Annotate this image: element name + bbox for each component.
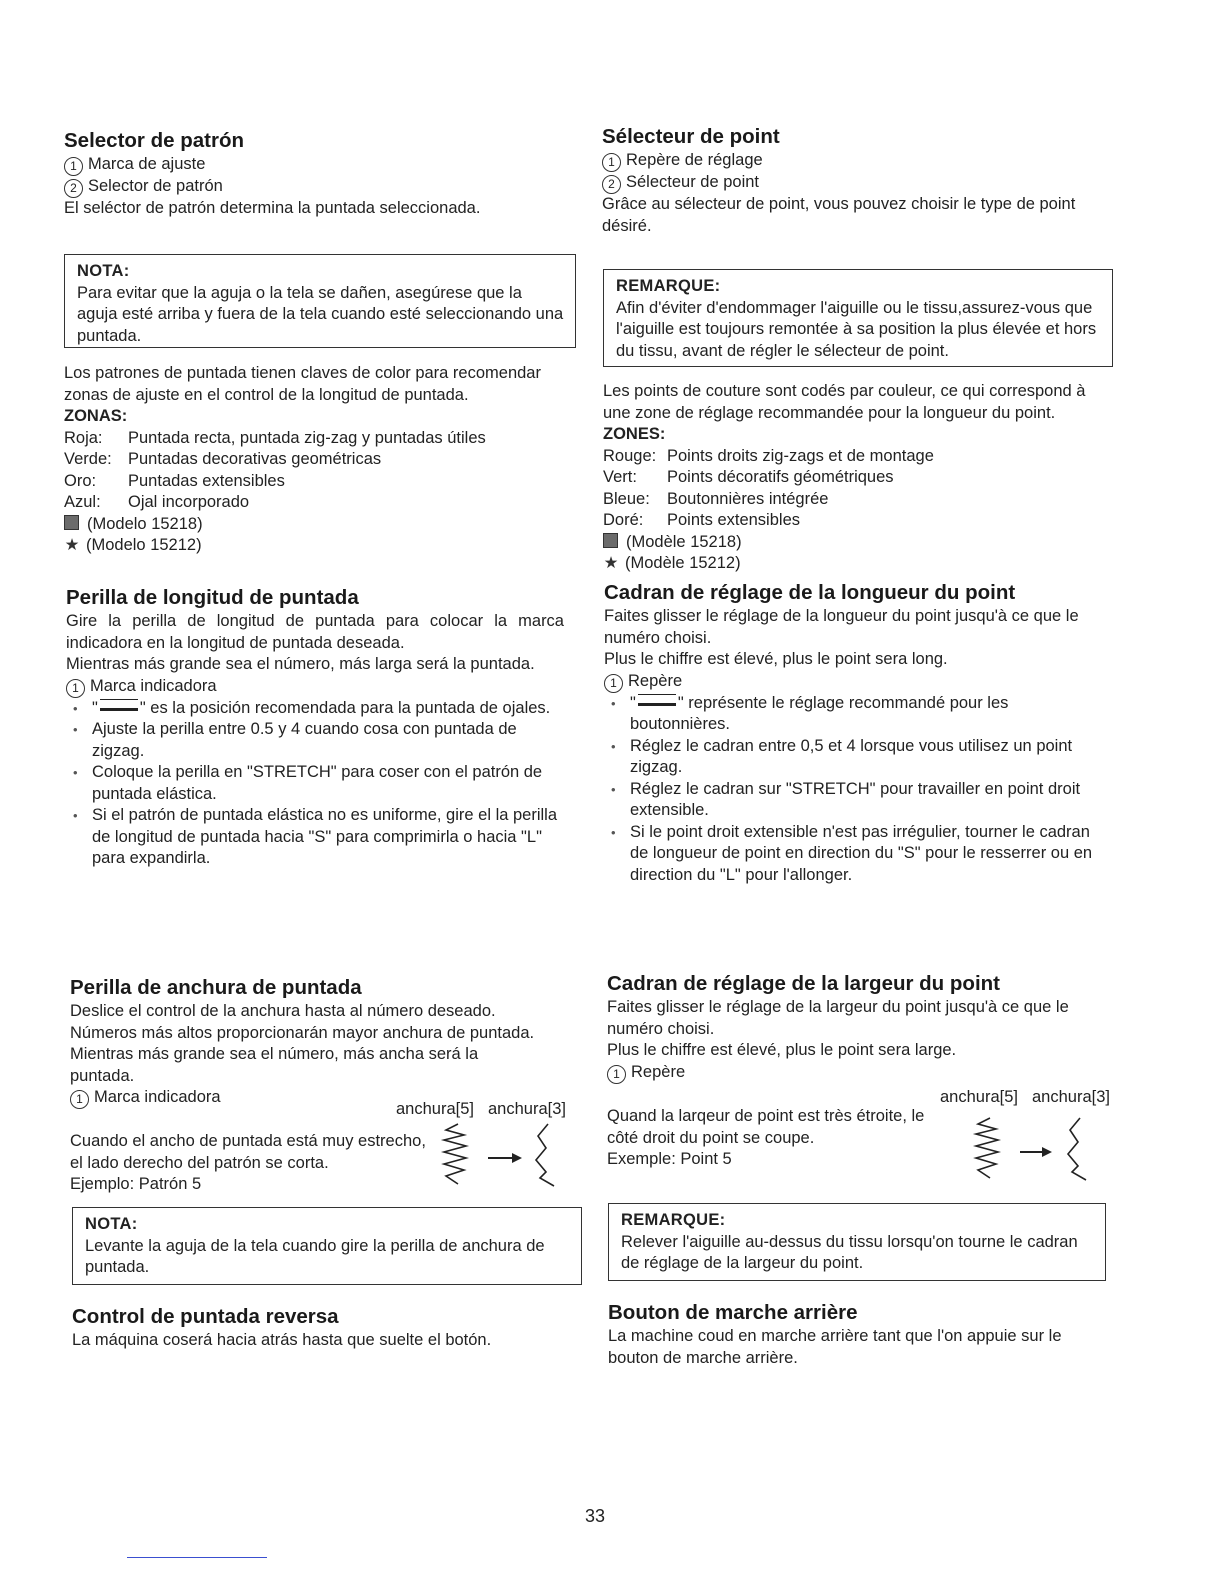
zone-value: Ojal incorporado [128, 493, 250, 511]
paragraph: El seléctor de patrón determina la puntada seleccionada. [64, 199, 481, 217]
fr-width-example [607, 1106, 952, 1171]
bullet-item: • Si el patrón de puntada elástica no es uniforme, gire el la perilla de longitud de puntada hacia "S" para comprimirla o hacia "L" para expandirla. [92, 805, 564, 870]
model-label: (Modelo 15218) [87, 514, 203, 533]
paragraph: La machine coud en marche arrière tant que l'on appuie sur le bouton de marche arrière. [608, 1327, 1062, 1367]
bullet-text: " représente le réglage recommandé pour les boutonnières. [630, 693, 1009, 733]
wide-zigzag-stitch [444, 1124, 466, 1184]
zone-key: Doré: [603, 511, 644, 529]
bullet-text: " es la posición recomendada para la puntada de ojales. [139, 698, 551, 717]
list-item: Marca indicadora [94, 1088, 221, 1106]
paragraph: Les points de couture sont codés par couleur, ce qui correspond à une zone de réglage recommandée pour la longueur du point. [603, 382, 1086, 422]
paragraph: Deslice el control de la anchura hasta al número deseado. [70, 1002, 496, 1020]
note-title: REMARQUE: [621, 1211, 726, 1229]
es-zones-section [64, 363, 579, 557]
number-1-icon: 1 [607, 1065, 626, 1084]
section-title: Perilla de anchura de puntada [70, 976, 362, 999]
zone-value: Boutonnières intégrée [667, 489, 829, 508]
paragraph: Números más altos proporcionarán mayor anchura de puntada. [70, 1023, 535, 1042]
section-title: Selector de patrón [64, 129, 244, 152]
paragraph: Gire la perilla de longitud de puntada para colocar la marca indicadora en la longitud de puntada deseada. [66, 612, 564, 652]
star-icon: ★ [603, 554, 619, 572]
paragraph: Ejemplo: Patrón 5 [70, 1175, 202, 1193]
zone-row [603, 467, 1108, 489]
square-icon [64, 515, 79, 530]
zone-value: Puntada recta, puntada zig-zag y puntadas útiles [128, 428, 486, 447]
zone-value: Puntadas extensibles [128, 471, 285, 490]
wide-zigzag-stitch [976, 1118, 998, 1178]
zone-key: Bleue: [603, 489, 650, 508]
es-width-example [70, 1131, 432, 1196]
number-1-icon: 1 [70, 1090, 89, 1109]
zone-value: Points décoratifs géométriques [667, 468, 894, 486]
es-note-box [64, 254, 576, 348]
footer-rule [127, 1557, 267, 1558]
number-1-icon: 1 [604, 674, 623, 693]
stitch-width-diagram [438, 1120, 558, 1192]
note-title: NOTA: [85, 1215, 138, 1233]
note-title: NOTA: [77, 262, 130, 280]
square-icon [603, 533, 618, 548]
narrow-zigzag-stitch [536, 1124, 554, 1186]
narrow-zigzag-stitch [1068, 1118, 1086, 1180]
zone-row [603, 489, 1108, 511]
zone-key: Verde: [64, 450, 112, 468]
list-item: Sélecteur de point [626, 173, 760, 191]
fr-zones-section [603, 381, 1108, 575]
section-title: Cadran de réglage de la longueur du point [604, 581, 1016, 604]
bullet-item: • Ajuste la perilla entre 0.5 y 4 cuando cosa con puntada de zigzag. [92, 719, 564, 762]
section-title: Bouton de marche arrière [608, 1301, 858, 1324]
paragraph: La máquina coserá hacia atrás hasta que suelte el botón. [72, 1331, 492, 1349]
paragraph: Mientras más grande sea el número, más ancha será la puntada. [70, 1045, 479, 1085]
arrow-head [1042, 1147, 1052, 1157]
zone-key: Azul: [64, 493, 101, 511]
bullet-list [66, 698, 564, 870]
list-item: Marca de ajuste [88, 155, 206, 173]
list-item: Repère [631, 1062, 686, 1081]
zone-row [64, 471, 579, 493]
buttonhole-icon [100, 699, 138, 711]
section-title: Perilla de longitud de puntada [66, 586, 359, 609]
paragraph: Plus le chiffre est élevé, plus le point sera long. [604, 650, 948, 668]
note-text: Relever l'aiguille au-dessus du tissu lorsqu'on tourne le cadran de réglage de la largeur du point. [621, 1232, 1078, 1272]
note-text: Para evitar que la aguja o la tela se dañen, asegúrese que la aguja esté arriba y fuera de la tela cuando esté seleccionando una puntada. [77, 283, 564, 345]
paragraph: Grâce au sélecteur de point, vous pouvez choisir le type de point désiré. [602, 195, 1076, 235]
number-2-icon: 2 [64, 179, 83, 198]
number-1-icon: 1 [64, 157, 83, 176]
model-label: (Modèle 15212) [625, 554, 741, 572]
paragraph: Quand la larqeur de point est très étroite, le côté droit du point se coupe. [607, 1107, 925, 1147]
paragraph: Cuando el ancho de puntada está muy estrecho, el lado derecho del patrón se corta. [70, 1132, 426, 1172]
es-note-box [72, 1207, 582, 1285]
zones-title: ZONES: [603, 425, 666, 443]
zone-row [64, 449, 579, 471]
fr-width-section [607, 971, 1112, 1084]
bullet-item: • Coloque la perilla en "STRETCH" para coser con el patrón de puntada elástica. [92, 762, 564, 805]
number-1-icon: 1 [602, 153, 621, 172]
list-item: Repère de réglage [626, 151, 763, 169]
buttonhole-icon [638, 694, 676, 706]
zone-key: Roja: [64, 428, 103, 447]
paragraph: Faites glisser le réglage de la longueur du point jusqu'à ce que le numéro choisi. [604, 607, 1079, 647]
note-text: Afin d'éviter d'endommager l'aiguille ou le tissu,assurez-vous que l'aiguille est toujours remontée à sa position la plus élevée et hors du tissu, avant de régler le sélecteur de point. [616, 298, 1097, 360]
bullet-item: • " " représente le réglage recommandé pour les boutonnières. [630, 693, 1109, 736]
list-item: Repère [628, 671, 683, 690]
number-1-icon: 1 [66, 679, 85, 698]
zone-key: Vert: [603, 468, 637, 486]
zone-value: Puntadas decorativas geométricas [128, 450, 382, 468]
width-label: anchura[5] [940, 1088, 1018, 1106]
zones-title: ZONAS: [64, 407, 128, 425]
arrow-head [512, 1153, 522, 1163]
fr-length-section [604, 580, 1109, 886]
fr-note-box [603, 269, 1113, 367]
es-reverse-section [72, 1304, 582, 1352]
fr-selector-section [602, 124, 1112, 237]
model-label: (Modèle 15218) [626, 532, 742, 551]
es-length-section [66, 585, 564, 870]
zone-value: Points extensibles [667, 511, 800, 529]
paragraph: Plus le chiffre est élevé, plus le point sera large. [607, 1041, 957, 1059]
paragraph: Los patrones de puntada tienen claves de color para recomendar zonas de ajuste en el control de la longitud de puntada. [64, 364, 541, 404]
es-selector-section [64, 128, 584, 220]
note-text: Levante la aguja de la tela cuando gire la perilla de anchura de puntada. [85, 1236, 545, 1276]
fr-note-box [608, 1203, 1106, 1281]
star-icon: ★ [64, 536, 80, 554]
zone-row [603, 446, 1108, 468]
paragraph: Mientras más grande sea el número, más larga será la puntada. [66, 655, 535, 673]
fr-reverse-section [608, 1300, 1108, 1369]
zone-row [64, 492, 579, 514]
stitch-width-diagram [970, 1114, 1090, 1186]
section-title: Cadran de réglage de la largeur du point [607, 972, 1000, 995]
zone-row [603, 510, 1108, 532]
bullet-list [604, 693, 1109, 887]
width-label: anchura[3] [1032, 1088, 1110, 1106]
bullet-item: • " " es la posición recomendada para la puntada de ojales. [92, 698, 564, 720]
list-item: Marca indicadora [90, 676, 217, 695]
list-item: Selector de patrón [88, 177, 223, 195]
zone-value: Points droits zig-zags et de montage [667, 446, 934, 465]
zone-row [64, 428, 579, 450]
model-label: (Modelo 15212) [86, 536, 202, 554]
zone-key: Oro: [64, 471, 97, 490]
paragraph: Exemple: Point 5 [607, 1150, 732, 1168]
number-2-icon: 2 [602, 175, 621, 194]
section-title: Sélecteur de point [602, 125, 780, 148]
paragraph: Faites glisser le réglage de la largeur du point jusqu'à ce que le numéro choisi. [607, 998, 1069, 1038]
bullet-item: • Réglez le cadran sur "STRETCH" pour travailler en point droit extensible. [630, 779, 1109, 822]
width-label: anchura[5] [396, 1100, 474, 1118]
zone-key: Rouge: [603, 446, 657, 465]
note-title: REMARQUE: [616, 277, 721, 295]
width-label: anchura[3] [488, 1100, 566, 1118]
bullet-item: • Si le point droit extensible n'est pas irrégulier, tourner le cadran de longueur de point en direction du "S" pour le resserrer ou en direction du "L" pour l'allonger. [630, 822, 1109, 887]
es-width-section [70, 975, 580, 1109]
page-number: 33 [585, 1506, 606, 1526]
section-title: Control de puntada reversa [72, 1305, 339, 1328]
bullet-item: • Réglez le cadran entre 0,5 et 4 lorsque vous utilisez un point zigzag. [630, 736, 1109, 779]
